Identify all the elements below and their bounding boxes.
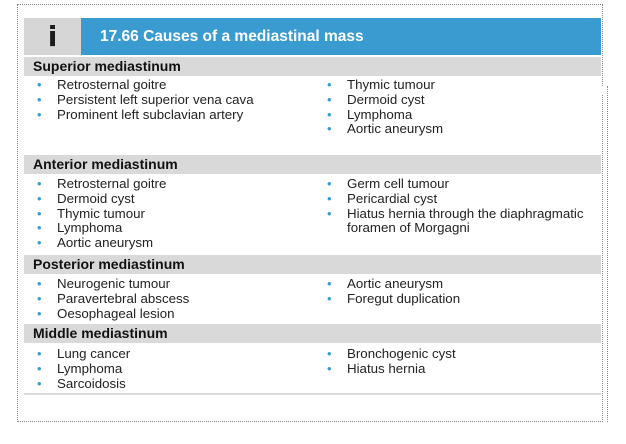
bullet-icon: • [37, 91, 42, 107]
list-item: • Paravertebral abscess [37, 290, 190, 306]
bullet-icon: • [327, 205, 332, 221]
list-item: • Dermoid cyst [37, 190, 135, 206]
list-item: • Hiatus hernia through the diaphragmatic foramen of Morgagni [327, 205, 584, 236]
bullet-icon: • [327, 91, 332, 107]
list-item: • Aortic aneurysm [327, 276, 444, 291]
bullet-icon: • [37, 176, 42, 191]
bullet-icon: • [37, 106, 42, 122]
list-item: • Persistent left superior vena cava [37, 91, 254, 107]
list-item: • Aortic aneurysm [37, 235, 154, 251]
bullet-icon: • [327, 77, 332, 92]
bullet-icon: • [327, 276, 332, 291]
bottom-divider [24, 393, 601, 395]
list-item: • Neurogenic tumour [37, 276, 171, 291]
bullet-icon: • [37, 305, 42, 321]
middle-right-list [327, 347, 597, 377]
info-icon: i [47, 19, 58, 53]
bullet-icon: • [37, 360, 42, 376]
bullet-icon: • [37, 77, 42, 92]
list-item: • Hiatus hernia [327, 360, 426, 376]
list-item: • Lymphoma [327, 106, 413, 122]
bullet-icon: • [37, 190, 42, 206]
superior-left-list [37, 78, 297, 122]
anterior-right-list [327, 177, 597, 236]
frame-edge [607, 86, 609, 422]
bullet-icon: • [37, 375, 42, 391]
list-item: • Aortic aneurysm [327, 121, 444, 137]
list-item: • Oesophageal lesion [37, 305, 175, 321]
bullet-icon: • [327, 346, 332, 361]
section-heading-anterior: Anterior mediastinum [24, 155, 601, 174]
list-item: • Prominent left subclavian artery [37, 106, 244, 122]
superior-right-list [327, 78, 597, 137]
bullet-icon: • [37, 346, 42, 361]
bullet-icon: • [37, 276, 42, 291]
bullet-icon: • [37, 290, 42, 306]
list-item: • Retrosternal goitre [37, 176, 167, 191]
box-header [24, 18, 601, 55]
middle-left-list [37, 347, 297, 391]
list-item: • Pericardial cyst [327, 190, 438, 206]
list-item: • Dermoid cyst [327, 91, 425, 107]
list-item: • Thymic tumour [327, 77, 435, 92]
section-heading-superior: Superior mediastinum [24, 57, 601, 76]
bullet-icon: • [37, 235, 42, 251]
list-item: • Lymphoma [37, 360, 123, 376]
bullet-icon: • [327, 190, 332, 206]
bullet-icon: • [327, 106, 332, 122]
list-item: • Sarcoidosis [37, 375, 126, 391]
list-item: • Foregut duplication [327, 290, 461, 306]
bullet-icon: • [327, 290, 332, 306]
list-item: • Lymphoma [37, 220, 123, 236]
bullet-icon: • [37, 220, 42, 236]
info-tab [24, 18, 81, 55]
bullet-icon: • [327, 360, 332, 376]
box-title: 17.66 Causes of a mediastinal mass [100, 28, 364, 45]
list-item: • Bronchogenic cyst [327, 346, 456, 361]
bullet-icon: • [327, 121, 332, 137]
bullet-icon: • [37, 205, 42, 221]
list-item: • Thymic tumour [37, 205, 145, 221]
posterior-right-list [327, 277, 597, 307]
section-heading-middle: Middle mediastinum [24, 324, 601, 343]
list-item: • Lung cancer [37, 346, 131, 361]
bullet-icon: • [327, 176, 332, 191]
list-item: • Germ cell tumour [327, 176, 449, 191]
section-heading-posterior: Posterior mediastinum [24, 255, 601, 274]
posterior-left-list [37, 277, 297, 321]
anterior-left-list [37, 177, 297, 251]
list-item: • Retrosternal goitre [37, 77, 167, 92]
info-box [24, 18, 601, 396]
